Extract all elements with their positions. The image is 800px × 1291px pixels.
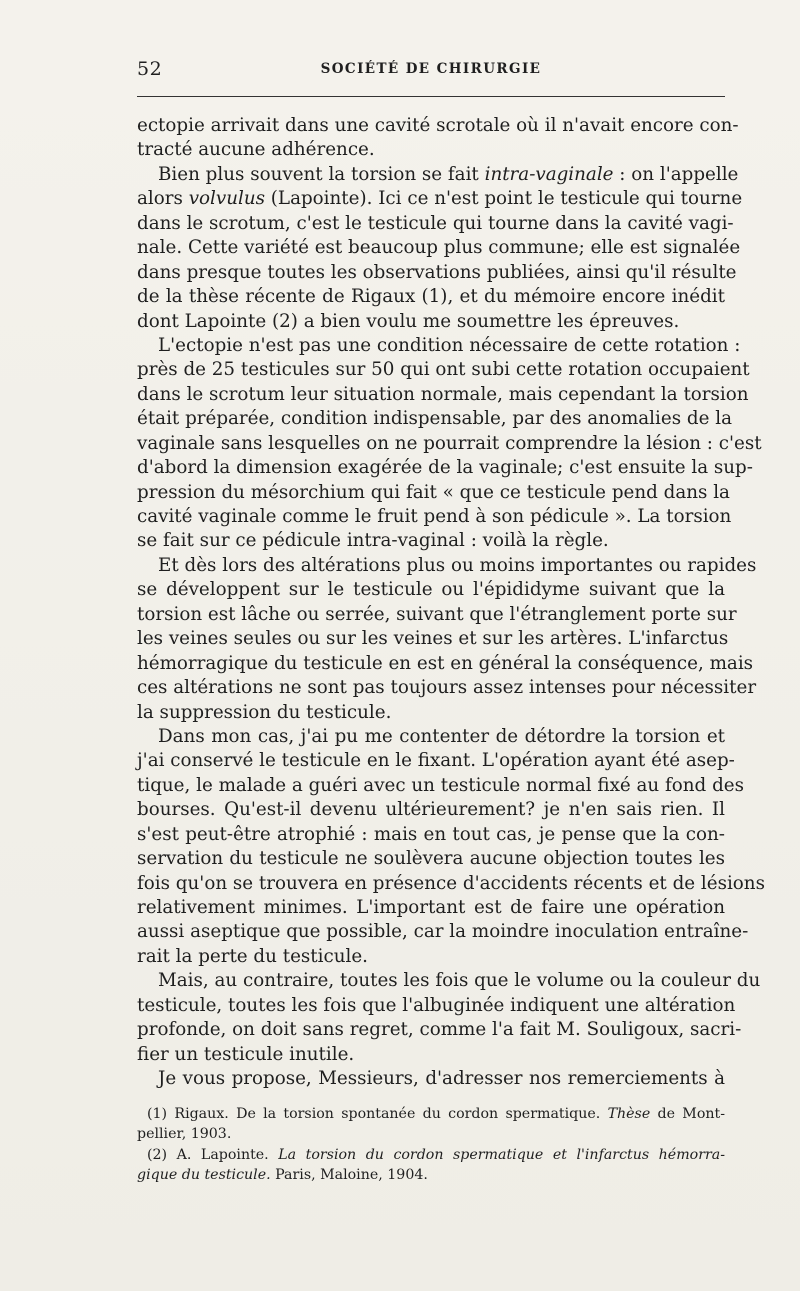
text-line: dont Lapointe (2) a bien voulu me soumettre les épreuves. — [137, 310, 680, 332]
text-run: alors — [137, 188, 189, 210]
header-rule — [137, 96, 725, 97]
text-line: tracté aucune adhérence. — [137, 139, 375, 161]
text-line: près de 25 testicules sur 50 qui ont subi cette rotation occupaient — [137, 359, 750, 381]
footnote-line — [137, 1145, 725, 1165]
footnotes — [137, 1104, 725, 1186]
text-line: d'abord la dimension exagérée de la vaginale; c'est ensuite la sup- — [137, 457, 753, 479]
text-line: Mais, au contraire, toutes les fois que le volume ou la couleur du — [158, 970, 761, 992]
text-line: était préparée, condition indispensable, par des anomalies de la — [137, 408, 732, 430]
text-line — [137, 187, 743, 211]
text-run: : on l'appelle — [613, 163, 739, 185]
text-line: se développent sur le testicule ou l'épididyme suivant que la — [137, 579, 725, 601]
text-line: Dans mon cas, j'ai pu me contenter de détordre la torsion et — [158, 725, 725, 747]
text-line: relativement minimes. L'important est de faire une opération — [137, 897, 725, 918]
text-line: dans le scrotum, c'est le testicule qui tourne dans la cavité vagi- — [137, 212, 734, 234]
text-line: servation du testicule ne soulèvera aucune objection toutes les — [137, 848, 725, 870]
text-line: aussi aseptique que possible, car la moindre inoculation entraîne- — [137, 921, 749, 943]
text-line: Je vous propose, Messieurs, d'adresser nos remerciements à — [158, 1068, 725, 1090]
text-run: Paris, Maloine, 1904. — [270, 1167, 428, 1184]
text-line — [137, 163, 739, 187]
text-line: ectopie arrivait dans une cavité scrotale où il n'avait encore con- — [137, 115, 739, 136]
text-run: de Mont- — [650, 1106, 725, 1122]
italic-term: intra-vaginale — [484, 163, 614, 185]
text-line: nale. Cette variété est beaucoup plus commune; elle est signalée — [137, 237, 741, 259]
text-line: bourses. Qu'est-il devenu ultérieurement? je n'en sais rien. Il — [137, 799, 725, 821]
text-line: fier un testicule inutile. — [137, 1043, 355, 1065]
text-line: cavité vaginale comme le fruit pend à son pédicule ». La torsion — [137, 506, 732, 527]
text-line: dans presque toutes les observations publiées, ainsi qu'il résulte — [137, 261, 737, 283]
text-line: de la thèse récente de Rigaux (1), et du mémoire encore inédit — [137, 286, 725, 308]
page-number: 52 — [137, 58, 163, 80]
italic-term: Thèse — [607, 1106, 651, 1122]
text-line: vaginale sans lesquelles on ne pourrait comprendre la lésion : c'est — [137, 432, 762, 454]
footnote-line — [137, 1104, 725, 1124]
running-title: SOCIÉTÉ DE CHIRURGIE — [320, 61, 542, 77]
text-line: L'ectopie n'est pas une condition nécessaire de cette rotation : — [158, 334, 741, 356]
text-line: j'ai conservé le testicule en le fixant. L'opération ayant été asep- — [137, 750, 735, 772]
text-run: (1) Rigaux. De la torsion spontanée du cordon spermatique. — [147, 1106, 608, 1122]
footnote-line: pellier, 1903. — [137, 1126, 232, 1143]
text-line: les veines seules ou sur les veines et sur les artères. L'infarctus — [137, 628, 729, 650]
italic-term: volvulus — [188, 188, 265, 210]
text-line: rait la perte du testicule. — [137, 945, 368, 967]
text-line: dans le scrotum leur situation normale, mais cependant la torsion — [137, 383, 749, 405]
body-text — [137, 114, 765, 1092]
text-run: (2) A. Lapointe. — [147, 1146, 279, 1163]
text-line: Et dès lors des altérations plus ou moins importantes ou rapides — [158, 554, 757, 576]
italic-term: gique du testicule. — [137, 1167, 271, 1184]
text-line: se fait sur ce pédicule intra-vaginal : voilà la règle. — [137, 530, 609, 552]
text-line: hémorragique du testicule en est en général la conséquence, mais — [137, 652, 754, 674]
text-line: torsion est lâche ou serrée, suivant que l'étranglement porte sur — [137, 603, 737, 625]
text-line: fois qu'on se trouvera en présence d'accidents récents et de lésions — [137, 872, 765, 894]
text-line: testicule, toutes les fois que l'albuginée indiquent une altération — [137, 994, 736, 1016]
text-line: profonde, on doit sans regret, comme l'a fait M. Souligoux, sacri- — [137, 1019, 742, 1041]
text-line: la suppression du testicule. — [137, 701, 392, 723]
text-line: tique, le malade a guéri avec un testicule normal fixé au fond des — [137, 774, 744, 796]
running-head — [137, 58, 725, 84]
text-line: pression du mésorchium qui fait « que ce testicule pend dans la — [137, 481, 730, 503]
footnote-line — [137, 1165, 725, 1185]
text-run: Bien plus souvent la torsion se fait — [158, 163, 485, 185]
text-line: ces altérations ne sont pas toujours assez intenses pour nécessiter — [137, 677, 757, 699]
text-line: s'est peut-être atrophié : mais en tout cas, je pense que la con- — [137, 823, 725, 845]
italic-term: La torsion du cordon spermatique et l'infarctus hémorra- — [278, 1146, 726, 1163]
text-run: (Lapointe). Ici ce n'est point le testicule qui tourne — [264, 188, 743, 210]
